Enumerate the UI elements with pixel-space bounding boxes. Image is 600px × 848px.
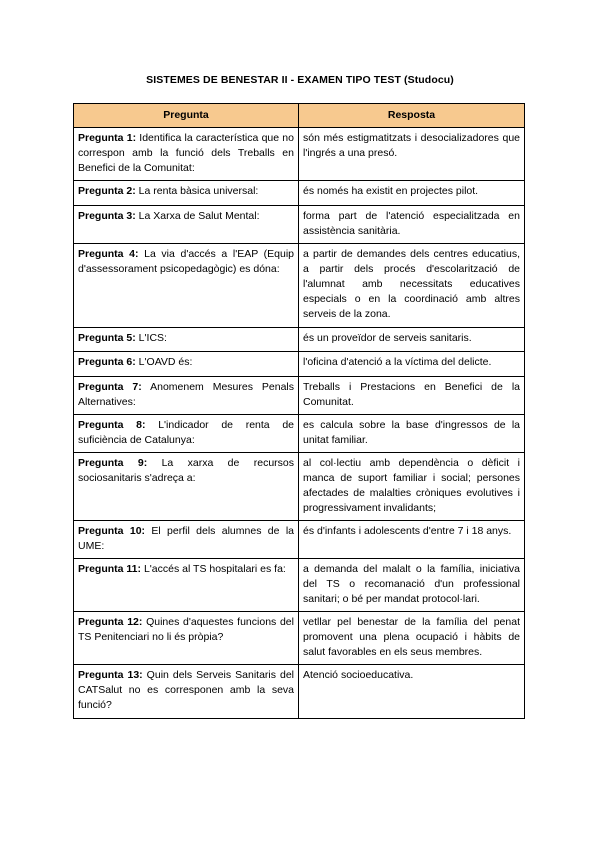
question-label: Pregunta 2: <box>78 185 136 197</box>
question-label: Pregunta 10: <box>78 525 146 537</box>
answer-cell: l'oficina d'atenció a la víctima del delicte. <box>299 352 525 377</box>
question-label: Pregunta 5: <box>78 332 136 344</box>
question-label: Pregunta 8: <box>78 419 146 431</box>
answer-cell: vetllar pel benestar de la família del penat promovent una plena ocupació i hàbits de salut favorables en els seus membres. <box>299 612 525 665</box>
question-text: L'accés al TS hospitalari es fa: <box>141 563 286 575</box>
question-cell <box>74 128 299 181</box>
answer-cell: a demanda del malalt o la família, iniciativa del TS o recomanació d'un professional sanitari; o bé per mandat protocol·lari. <box>299 559 525 612</box>
table-row <box>74 612 525 665</box>
question-cell <box>74 181 299 206</box>
question-label: Pregunta 3: <box>78 210 136 222</box>
question-text: La via d'accés a l'EAP (Equip d'assessorament psicopedagògic) es dóna: <box>78 248 294 275</box>
answer-column-header: Resposta <box>299 104 525 128</box>
table-row <box>74 665 525 719</box>
answer-cell: Treballs i Prestacions en Benefici de la Comunitat. <box>299 377 525 415</box>
table-row <box>74 559 525 612</box>
question-text: La renta bàsica universal: <box>135 185 259 197</box>
question-cell <box>74 453 299 521</box>
answer-cell: Atenció socioeducativa. <box>299 665 525 719</box>
table-row <box>74 128 525 181</box>
answer-cell: és només ha existit en projectes pilot. <box>299 181 525 206</box>
question-label: Pregunta 11: <box>78 563 142 575</box>
question-cell <box>74 559 299 612</box>
question-cell <box>74 328 299 352</box>
answer-cell: a partir de demandes dels centres educatius, a partir dels procés d'escolarització de l'alumnat amb necessitats educatives especials o en la coordinació amb altres serveis de la zona. <box>299 244 525 328</box>
question-cell <box>74 665 299 719</box>
question-label: Pregunta 1: <box>78 132 137 144</box>
question-cell <box>74 612 299 665</box>
question-cell <box>74 521 299 559</box>
question-cell <box>74 377 299 415</box>
question-label: Pregunta 7: <box>78 381 142 393</box>
table-row <box>74 521 525 559</box>
question-column-header: Pregunta <box>74 104 299 128</box>
answer-cell: al col·lectiu amb dependència o dèficit i manca de suport familiar i social; persones afectades de malalties cròniques evolutives i progressivament invalidants; <box>299 453 525 521</box>
answer-cell: forma part de l'atenció especialitzada en assistència sanitària. <box>299 206 525 244</box>
question-label: Pregunta 6: <box>78 356 136 368</box>
question-text: Quin dels Serveis Sanitaris del CATSalut no es corresponen amb la seva funció? <box>78 669 294 711</box>
table-row <box>74 244 525 328</box>
question-text: L'ICS: <box>135 332 167 344</box>
question-text: La Xarxa de Salut Mental: <box>135 210 260 222</box>
document-title: SISTEMES DE BENESTAR II - EXAMEN TIPO TEST (Studocu) <box>146 74 454 86</box>
question-cell <box>74 415 299 453</box>
question-label: Pregunta 13: <box>78 669 143 681</box>
table-row <box>74 453 525 521</box>
question-text: L'indicador de renta de suficiència de Catalunya: <box>78 419 294 446</box>
question-text: Anomenem Mesures Penals Alternatives: <box>78 381 294 408</box>
question-cell <box>74 352 299 377</box>
question-answer-table <box>73 103 525 719</box>
table-row <box>74 181 525 206</box>
question-label: Pregunta 9: <box>78 457 148 469</box>
question-text: L'OAVD és: <box>135 356 193 368</box>
question-text: Quines d'aquestes funcions del TS Penitenciari no li és pròpia? <box>78 616 294 643</box>
answer-cell: són més estigmatitzats i desocializadores que l'ingrés a una presó. <box>299 128 525 181</box>
table-row <box>74 206 525 244</box>
question-label: Pregunta 12: <box>78 616 143 628</box>
question-cell <box>74 206 299 244</box>
table-row <box>74 415 525 453</box>
table-row <box>74 377 525 415</box>
table-row <box>74 352 525 377</box>
answer-cell: es calcula sobre la base d'ingressos de la unitat familiar. <box>299 415 525 453</box>
answer-cell: és d'infants i adolescents d'entre 7 i 18 anys. <box>299 521 525 559</box>
question-label: Pregunta 4: <box>78 248 139 260</box>
question-cell <box>74 244 299 328</box>
question-text: La xarxa de recursos sociosanitaris s'adreça a: <box>78 457 294 484</box>
table-header-row <box>74 104 525 128</box>
table-row <box>74 328 525 352</box>
question-text: Identifica la característica que no correspon amb la funció dels Treballs en Benefici de la Comunitat: <box>78 132 294 174</box>
answer-cell: és un proveïdor de serveis sanitaris. <box>299 328 525 352</box>
question-text: El perfil dels alumnes de la UME: <box>78 525 294 552</box>
